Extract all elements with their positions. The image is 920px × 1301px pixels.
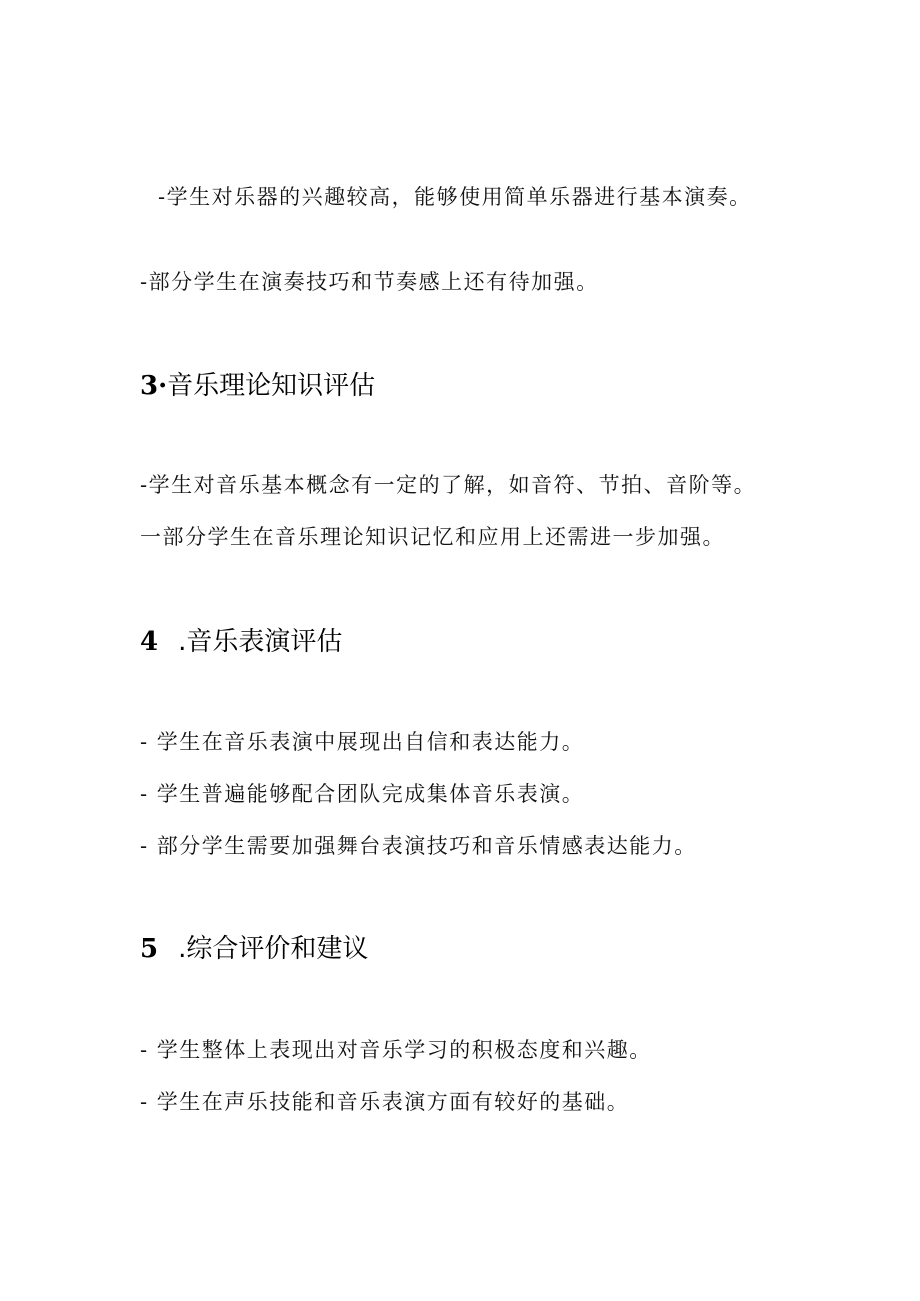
list-item: - 学生普遍能够配合团队完成集体音乐表演。 — [140, 782, 585, 806]
section-number: 3· — [140, 371, 168, 401]
section-heading — [140, 625, 342, 659]
list-item: - 学生在声乐技能和音乐表演方面有较好的基础。 — [140, 1090, 630, 1114]
list-item: -部分学生在演奏技巧和节奏感上还有待加强。 — [140, 270, 599, 294]
list-item: - 部分学生需要加强舞台表演技巧和音乐情感表达能力。 — [140, 834, 697, 858]
list-item: - 学生整体上表现出对音乐学习的积极态度和兴趣。 — [140, 1038, 652, 1062]
section-title: .音乐表演评估 — [178, 627, 343, 657]
section-heading — [140, 932, 368, 966]
section-title: 音乐理论知识评估 — [167, 371, 376, 401]
section-heading — [140, 369, 375, 403]
section-number: 4 — [140, 627, 159, 657]
section-number: 5 — [140, 934, 159, 964]
section-title: .综合评价和建议 — [178, 934, 369, 964]
list-item: -学生对乐器的兴趣较高，能够使用简单乐器进行基本演奏。 — [158, 185, 752, 209]
list-item: - 学生在音乐表演中展现出自信和表达能力。 — [140, 730, 585, 754]
list-item: -学生对音乐基本概念有一定的了解，如音符、节拍、音阶等。 — [140, 473, 757, 497]
list-item: 一部分学生在音乐理论知识记忆和应用上还需进一步加强。 — [140, 525, 725, 549]
